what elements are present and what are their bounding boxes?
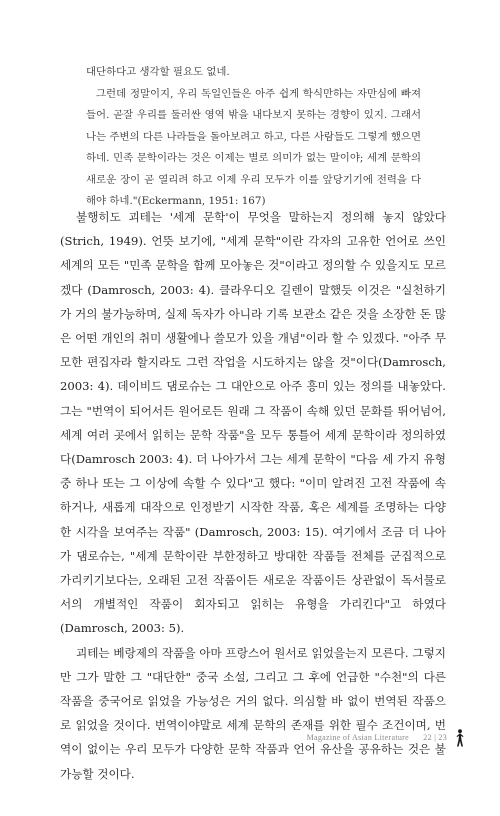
body-paragraph-1: 불행히도 괴테는 '세계 문학'이 무엇을 말하는지 정의해 놓지 않았다(Strich, 1949). 언뜻 보기에, "세계 문학"이란 각자의 고유한 언어로 쓰인 세계의 모든 "민족 문학을 함께 모아놓은 것"이라고 정의할 수 있을지도 모르겠다 (Damrosch, 2003: 4). 클라우디오 길렌이 말했듯 이것은 "실천하기가 거의 불가능하며, 실제 독자가 아니라 기록 보관소 같은 것을 소장한 돈 많은 어떤 개인의 취미 생활에나 쓸모가 있을 개념"이라 할 수 있겠다. "아주 무모한 편집자라 할지라도 그런 작업을 시도하지는 않을 것"이다(Damrosch, 2003: 4). 데이비드 댐로슈는 그 대안으로 아주 흥미 있는 정의를 내놓았다. 그는 "번역이 되어서든 원어로든 원래 그 작품이 속해 있던 문화를 뛰어넘어, 세계 여러 곳에서 읽히는 문학 작품"을 모두 통틀어 세계 문학이라 정의하였다(Damrosch 2003: 4). 더 나아가서 그는 세계 문학이 "다음 세 가지 유형 중 하나 또는 그 이상에 속할 수 있다"고 했다: "이미 알려진 고전 작품에 속하거나, 새롭게 대작으로 인정받기 시작한 작품, 혹은 세계를 조명하는 다양한 시각을 보여주는 작품" (Damrosch, 2003: 15). 여기에서 조금 더 나아가 댐로슈는, "세계 문학이란 부한정하고 방대한 작품들 전체를 군집적으로 가리키기보다는, 오래된 고전 작품이든 새로운 작품이든 상관없이 독서물로서의 개별적인 작품이 회자되고 읽히는 유형을 가리킨다"고 하였다(Damrosch, 2003: 5). bbox=[60, 210, 446, 636]
footer-text bbox=[307, 733, 447, 742]
quote-paragraph: 그런데 정말이지, 우리 독일인들은 아주 쉽게 학식만하는 자만심에 빠져들어. 곧잘 우리를 둘러싼 영역 밖을 내다보지 못하는 경향이 있지. 그래서 나는 주변의 다른 나라들을 돌아보려고 하고, 다른 사람들도 그렇게 했으면 하네. 민족 문학이라는 것은 이제는 별로 의미가 없는 말이야; 세계 문학의 새로운 장이 곧 열리려 하고 이제 우리 모두가 이를 앞당기기에 전력을 다해야 하네."(Eckermann, 1951: 167) bbox=[86, 87, 421, 207]
page-footer bbox=[0, 731, 500, 751]
block-quote bbox=[86, 62, 421, 213]
body-paragraph-2: 괴테는 베랑제의 작품을 아마 프랑스어 원서로 읽었을는지 모른다. 그렇지만 그가 말한 그 "대단한" 중국 소설, 그리고 그 후에 언급한 "수천"의 다른 작품을 중국어로 읽었을 가능성은 거의 없다. 의심할 바 없이 번역된 작품으로 읽었을 것이다. 번역이야말로 세계 문학의 존재를 위한 필수 조건이며, 번역이 없이는 우리 모두가 다양한 문학 작품과 언어 유산을 공유하는 것은 불가능할 것이다. bbox=[60, 645, 446, 781]
magazine-name: Magazine of Asian Literature bbox=[306, 733, 409, 742]
page-numbers: 22 | 23 bbox=[423, 733, 447, 742]
body-text bbox=[60, 205, 446, 786]
quote-continuation: 대단하다고 생각할 필요도 없네. bbox=[86, 66, 230, 78]
standing-figure-icon bbox=[454, 729, 466, 747]
